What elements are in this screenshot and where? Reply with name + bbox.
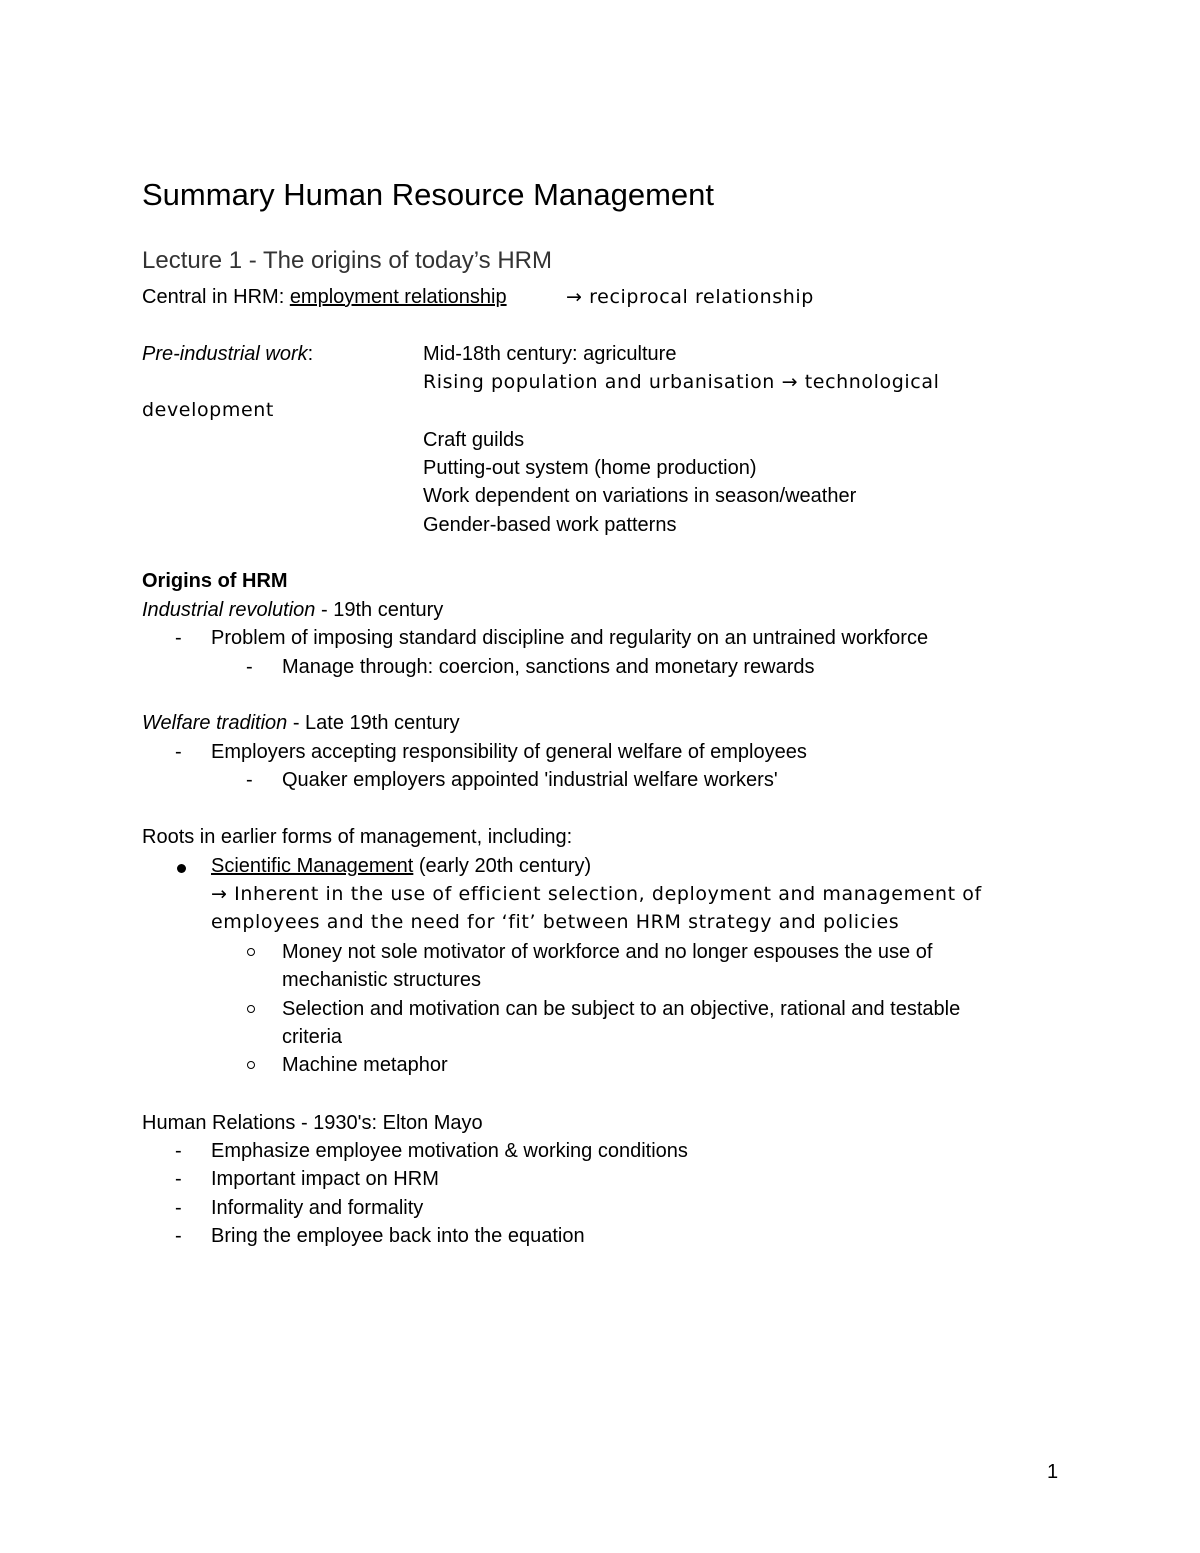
preindustrial-label-line — [142, 340, 313, 368]
central-line — [142, 283, 507, 311]
central-prefix: Central in HRM: — [142, 286, 290, 308]
dash-marker: - — [175, 1168, 182, 1190]
industrial-revolution-period: - 19th century — [315, 599, 444, 621]
preindustrial-item: Work dependent on variations in season/weather — [423, 485, 857, 507]
preindustrial-item: Rising population and urbanisation → technological — [423, 371, 940, 393]
inherent-line-1: → Inherent in the use of efficient selection, deployment and management of — [211, 883, 982, 905]
roots-intro: Roots in earlier forms of management, including: — [142, 826, 573, 848]
lecture-heading: Lecture 1 - The origins of today’s HRM — [142, 247, 552, 274]
dash-marker: - — [246, 656, 253, 678]
central-suffix: → reciprocal relationship — [566, 286, 814, 308]
preindustrial-item: Craft guilds — [423, 429, 525, 451]
dash-marker: - — [175, 1197, 182, 1219]
dash-marker: - — [175, 741, 182, 763]
document-title: Summary Human Resource Management — [142, 177, 715, 212]
bullet-circle-icon — [247, 1005, 255, 1013]
sub-item-line: criteria — [282, 1026, 343, 1048]
industrial-revolution-line — [142, 596, 443, 624]
scientific-management-period: (early 20th century) — [413, 855, 592, 877]
sub-item-line: Selection and motivation can be subject to an objective, rational and testable — [282, 998, 961, 1020]
dash-marker: - — [175, 1140, 182, 1162]
list-item: Manage through: coercion, sanctions and monetary rewards — [282, 656, 815, 678]
welfare-tradition-line — [142, 709, 460, 737]
list-item: Quaker employers appointed 'industrial welfare workers' — [282, 769, 778, 791]
human-relations-heading: Human Relations - 1930's: Elton Mayo — [142, 1112, 483, 1134]
scientific-management-line — [211, 852, 591, 880]
welfare-tradition-period: - Late 19th century — [287, 712, 460, 734]
inherent-line-2: employees and the need for ‘fit’ between HRM strategy and policies — [211, 911, 900, 933]
list-item: Informality and formality — [211, 1197, 424, 1219]
welfare-tradition-label: Welfare tradition — [142, 712, 288, 734]
dash-marker: - — [175, 627, 182, 649]
bullet-dot-icon — [177, 864, 186, 873]
bullet-circle-icon — [247, 948, 255, 956]
list-item: Bring the employee back into the equation — [211, 1225, 585, 1247]
page-number: 1 — [1047, 1461, 1059, 1483]
preindustrial-label: Pre-industrial work — [142, 343, 308, 365]
sub-item-line: Machine metaphor — [282, 1054, 448, 1076]
sub-item-line: Money not sole motivator of workforce and no longer espouses the use of — [282, 941, 933, 963]
list-item: Emphasize employee motivation & working conditions — [211, 1140, 688, 1162]
employment-relationship-link[interactable]: employment relationship — [289, 286, 507, 308]
list-item: Problem of imposing standard discipline and regularity on an untrained workforce — [211, 627, 929, 649]
scientific-management-link[interactable]: Scientific Management — [211, 855, 414, 877]
dash-marker: - — [175, 1225, 182, 1247]
industrial-revolution-label: Industrial revolution — [142, 599, 316, 621]
preindustrial-item: Gender-based work patterns — [423, 514, 677, 536]
list-item: Employers accepting responsibility of general welfare of employees — [211, 741, 807, 763]
list-item: Important impact on HRM — [211, 1168, 439, 1190]
sub-item-line: mechanistic structures — [282, 969, 481, 991]
preindustrial-item: Putting-out system (home production) — [423, 457, 757, 479]
bullet-circle-icon — [247, 1061, 255, 1069]
origins-heading: Origins of HRM — [142, 570, 288, 592]
preindustrial-colon: : — [307, 343, 314, 365]
dash-marker: - — [246, 769, 253, 791]
preindustrial-item-wrap: development — [142, 399, 274, 421]
preindustrial-item: Mid-18th century: agriculture — [423, 343, 677, 365]
